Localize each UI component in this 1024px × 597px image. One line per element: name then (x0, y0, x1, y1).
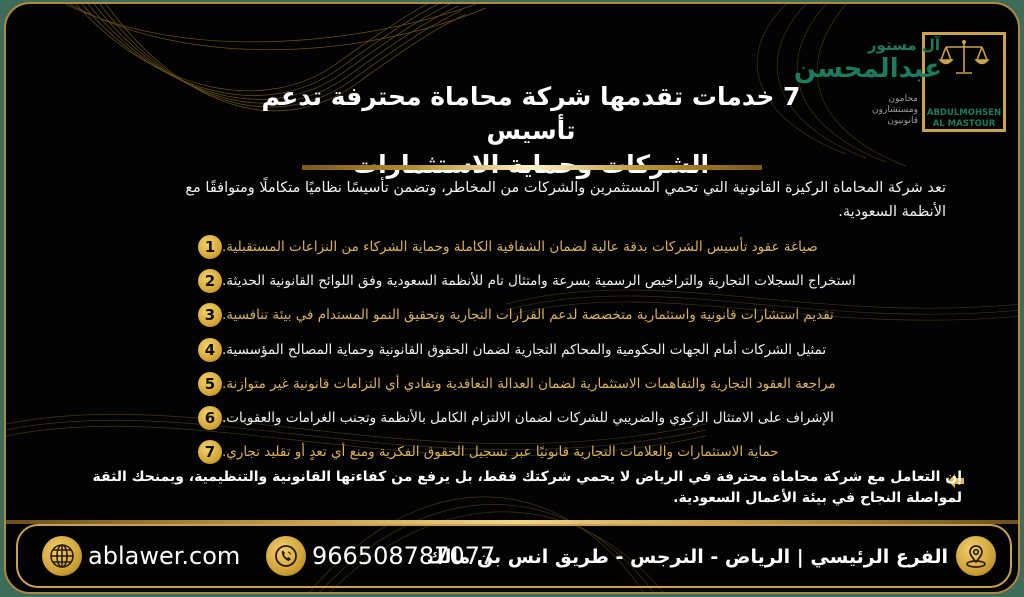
service-text: صياغة عقود تأسيس الشركات بدقة عالية لضمان الشفافية الكاملة وحماية الشركاء من النزاعات المستقبلية. (222, 239, 818, 256)
service-text: تمثيل الشركات أمام الجهات الحكومية والمحاكم التجارية لضمان الحقوق القانونية وحماية المصالح المؤسسية. (222, 341, 827, 358)
service-item-4 (188, 333, 968, 367)
infographic-card (4, 2, 1020, 594)
services-list (188, 230, 968, 469)
number-badge: 5 (198, 372, 222, 396)
logo-english-name: ABDULMOHSEN AL MASTOUR (926, 108, 1002, 129)
number-badge: 2 (198, 269, 222, 293)
service-text: استخراج السجلات التجارية والتراخيص الرسمية بسرعة وامتثال تام للأنظمة السعودية وفق اللوائح القانونية الحديثة. (222, 273, 856, 290)
service-item-1 (188, 230, 968, 264)
service-item-2 (188, 264, 968, 298)
contact-footer (16, 524, 1012, 588)
service-text: حماية الاستثمارات والعلامات التجارية قانونيًا عبر تسجيل الحقوق الفكرية ومنع أي تعدٍ أو تقليد تجاري. (222, 444, 779, 461)
location-pin-icon (956, 536, 996, 576)
phone-icon (266, 536, 306, 576)
intro-paragraph: تعد شركة المحاماة الركيزة القانونية التي تحمي المستثمرين والشركات من المخاطر، وتضمن تأسيسًا نظاميًا متكاملًا ومتوافقًا مع الأنظمة السعودية. (185, 180, 946, 220)
number-badge: 4 (198, 338, 222, 362)
address-text: الفرع الرئيسي | الرياض - النرجس - طريق انس بن مالك (426, 546, 948, 568)
service-item-6 (188, 401, 968, 435)
logo-arabic-tagline: محامون ومستشارون قانونيون (872, 94, 918, 126)
scales-of-justice-icon (938, 38, 990, 78)
logo-arabic-name: عبدالمحسن (793, 54, 942, 84)
globe-icon (42, 536, 82, 576)
number-badge: 3 (198, 303, 222, 327)
website-link[interactable]: ablawer.com (88, 542, 241, 570)
service-text: الإشراف على الامتثال الزكوي والضريبي للشركات لضمان الالتزام الكامل بالأنظمة وتجنب الغرامات والعقوبات. (222, 410, 834, 427)
logo-arabic-family: آل مستور (867, 36, 940, 54)
number-badge: 1 (198, 235, 222, 259)
service-text: تقديم استشارات قانونية واستثمارية متخصصة لدعم القرارات التجارية وتحقيق النمو المستدام في بيئة تنافسية. (222, 307, 834, 324)
service-item-5 (188, 367, 968, 401)
number-badge: 7 (198, 440, 222, 464)
phone-number-link[interactable]: 966508787077 (312, 542, 496, 570)
service-text: مراجعة العقود التجارية والتفاهمات الاستثمارية لضمان العدالة التعاقدية وتفادي أي التزامات قانونية غير متوازنة. (222, 375, 836, 392)
conclusion-paragraph: إن التعامل مع شركة محاماة محترفة في الرياض لا يحمي شركتك فقط، بل يرفع من كفاءتها القانونية والتنظيمية، ويمنحك الثقة لمواصلة النجاح في بيئة الأعمال السعودية. (92, 469, 962, 506)
gold-divider (302, 165, 762, 170)
service-item-7 (188, 435, 968, 469)
brand-logo (793, 24, 1012, 144)
service-item-3 (188, 298, 968, 332)
number-badge: 6 (198, 406, 222, 430)
page-title: 7 خدمات تقدمها شركة محاماة محترفة تدعم تأسيس (261, 82, 801, 145)
